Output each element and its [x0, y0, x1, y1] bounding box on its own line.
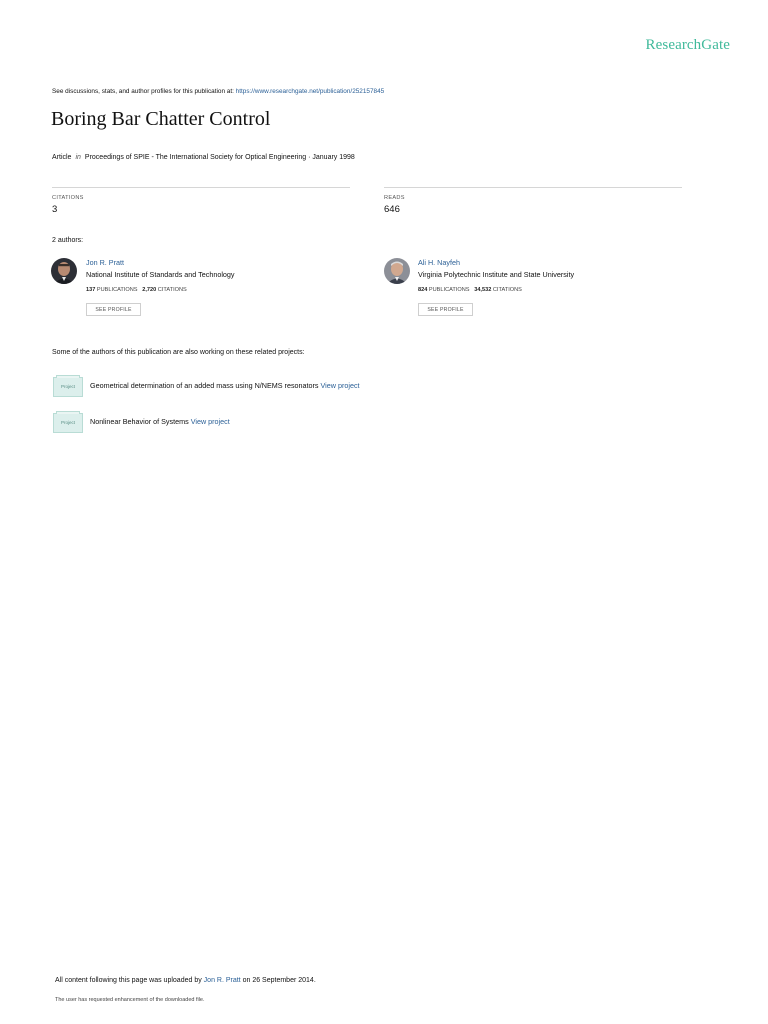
upload-suffix: on 26 September 2014.	[242, 977, 316, 984]
enhancement-note: The user has requested enhancement of the downloaded file.	[55, 997, 205, 1003]
discussion-prefix: See discussions, stats, and author profiles for this publication at:	[52, 88, 234, 95]
reads-divider	[384, 187, 682, 188]
author-publications-count: 137	[86, 287, 96, 293]
see-profile-button[interactable]: SEE PROFILE	[418, 303, 473, 316]
project-folder-icon	[53, 377, 83, 397]
citations-label: CITATIONS	[52, 195, 84, 201]
meta-in: in	[75, 154, 81, 161]
see-profile-button[interactable]: SEE PROFILE	[86, 303, 141, 316]
project-title: Geometrical determination of an added mass using N/NEMS resonators	[90, 381, 319, 390]
projects-heading: Some of the authors of this publication are also working on these related projects:	[52, 349, 305, 356]
publication-meta	[52, 154, 355, 161]
project-folder-icon	[53, 413, 83, 433]
project-item	[90, 381, 360, 390]
author-publications-count: 824	[418, 287, 428, 293]
venue-text: Proceedings of SPIE - The International Society for Optical Engineering · January 1998	[84, 154, 355, 161]
author-publications-label: PUBLICATIONS	[96, 287, 138, 293]
author-stats	[86, 287, 187, 293]
discussion-line	[52, 88, 384, 95]
project-icon-label: Project	[60, 420, 75, 425]
author-institution: Virginia Polytechnic Institute and State University	[418, 270, 575, 279]
project-item	[90, 417, 230, 426]
author-citations-count: 2,720	[142, 287, 157, 293]
article-type: Article	[52, 154, 72, 161]
publication-url-link[interactable]: https://www.researchgate.net/publication/252157845	[235, 88, 385, 95]
citations-count: 3	[52, 204, 58, 215]
author-institution: National Institute of Standards and Technology	[86, 270, 235, 279]
avatar-author-2[interactable]	[384, 258, 410, 284]
author-stats	[418, 287, 522, 293]
authors-heading: 2 authors:	[52, 237, 84, 244]
author-citations-label: CITATIONS	[157, 287, 187, 293]
researchgate-logo[interactable]: ResearchGate	[645, 37, 730, 53]
reads-count: 646	[384, 204, 400, 215]
page-title: Boring Bar Chatter Control	[51, 108, 271, 130]
author-citations-label: CITATIONS	[492, 287, 522, 293]
author-publications-label: PUBLICATIONS	[428, 287, 470, 293]
project-title: Nonlinear Behavior of Systems	[90, 417, 189, 426]
reads-label: READS	[384, 195, 405, 201]
author-name-link[interactable]: Jon R. Pratt	[86, 258, 124, 267]
upload-note	[55, 977, 316, 984]
view-project-link[interactable]: View project	[320, 381, 360, 390]
project-icon-label: Project	[60, 384, 75, 389]
author-citations-count: 34,532	[474, 287, 492, 293]
upload-prefix: All content following this page was uploaded by	[55, 977, 202, 984]
avatar-author-1[interactable]	[51, 258, 77, 284]
author-name-link[interactable]: Ali H. Nayfeh	[418, 258, 460, 267]
uploader-link[interactable]: Jon R. Pratt	[203, 977, 241, 984]
citations-divider	[52, 187, 350, 188]
view-project-link[interactable]: View project	[190, 417, 230, 426]
